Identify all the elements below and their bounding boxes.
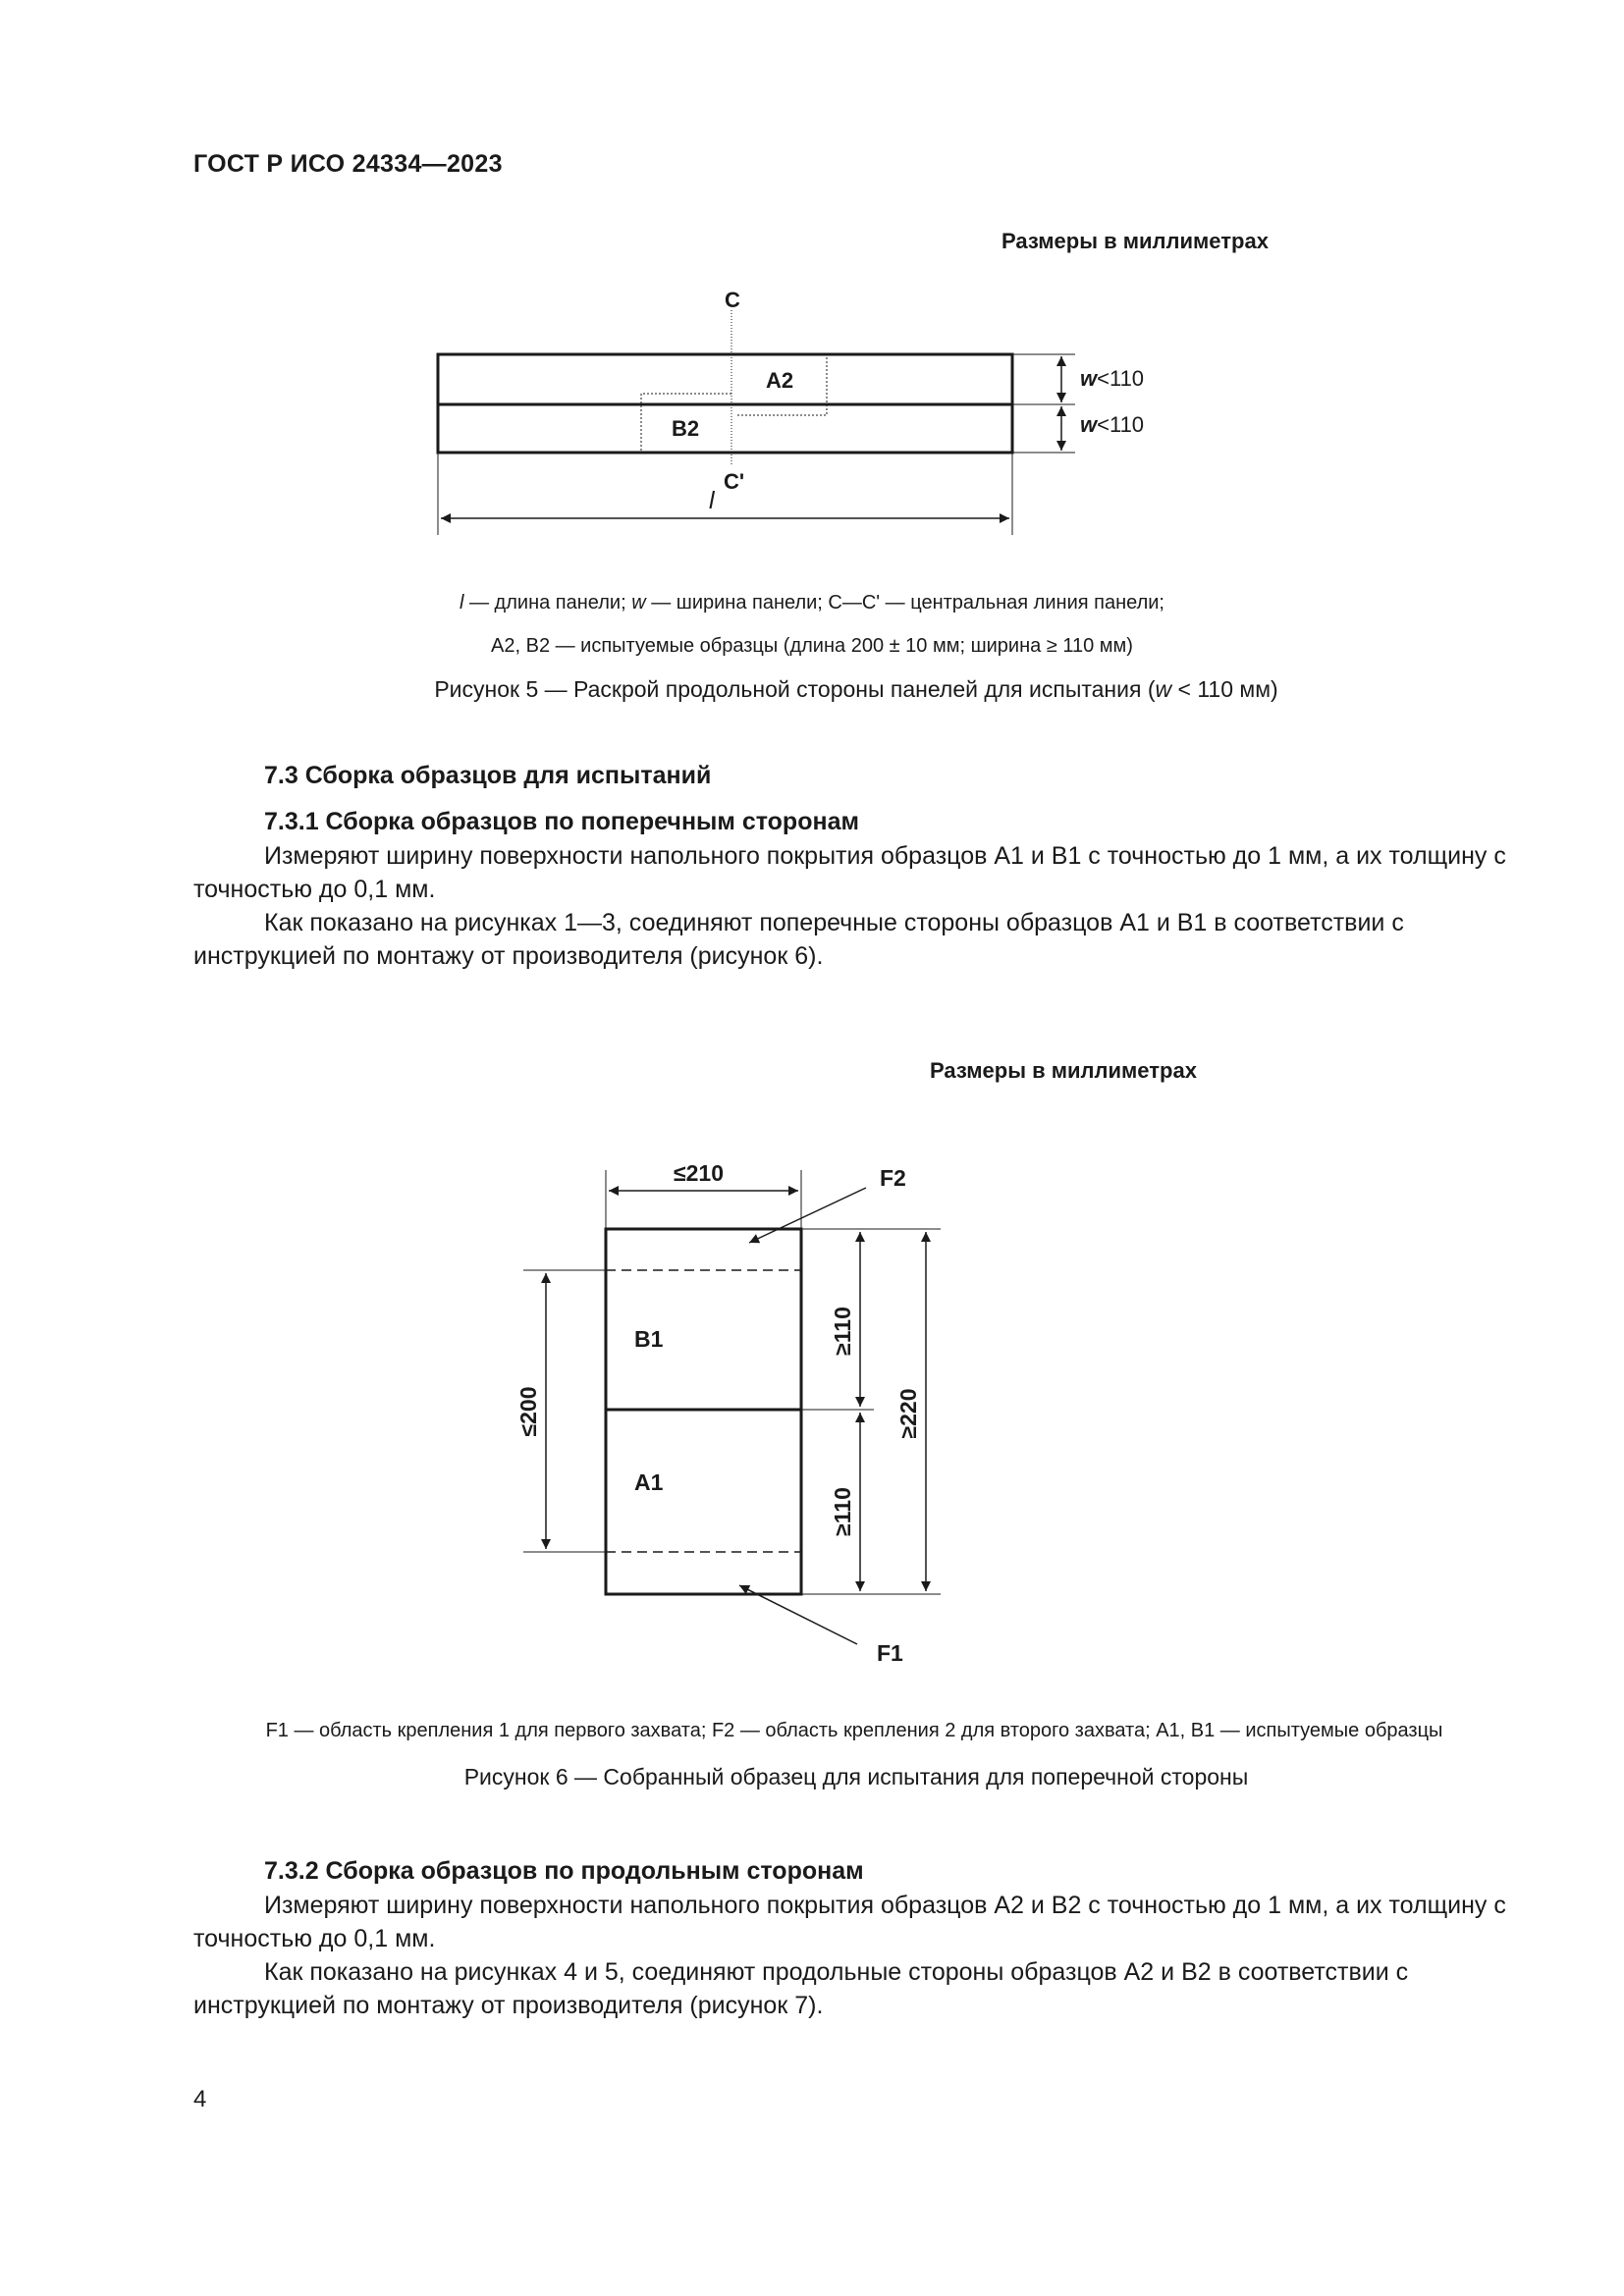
section-7-3-2-paragraph-1: Измеряют ширину поверхности напольного покрытия образцов А2 и В2 с точностью до 1 мм, а их толщину с точностью до 0,1 мм. <box>193 1892 1506 1952</box>
figure6-diagram <box>0 1099 1624 1688</box>
section-7-3-1-paragraph-2: Как показано на рисунках 1—3, соединяют поперечные стороны образцов А1 и В1 в соответствии с инструкцией по монтажу от производителя (рисунок 6). <box>193 909 1404 970</box>
section-7-3-2-body <box>193 1889 1521 2022</box>
label-a1: A1 <box>634 1469 664 1495</box>
section-7-3-heading: 7.3 Сборка образцов для испытаний <box>264 762 712 789</box>
label-f2: F2 <box>880 1165 906 1191</box>
label-f1: F1 <box>877 1640 903 1666</box>
label-a2: A2 <box>766 368 794 393</box>
section-7-3-2-paragraph-2: Как показано на рисунках 4 и 5, соединяют продольные стороны образцов А2 и В2 в соответствии с инструкцией по монтажу от производителя (рисунок 7). <box>193 1958 1409 2019</box>
figure5-legend-line2: А2, В2 — испытуемые образцы (длина 200 ± 10 мм; ширина ≥ 110 мм) <box>491 635 1133 657</box>
assembled-specimen <box>606 1229 801 1594</box>
label-c-top: C <box>725 288 740 312</box>
section-7-3-1-body <box>193 839 1521 973</box>
figure6-legend: F1 — область крепления 1 для первого захвата; F2 — область крепления 2 для второго захвата; А1, В1 — испытуемые образцы <box>265 1720 1443 1741</box>
label-b1: B1 <box>634 1326 664 1352</box>
dim-w1: w<110 <box>1080 366 1145 391</box>
figure6-units-note: Размеры в миллиметрах <box>930 1058 1197 1083</box>
figure5-diagram <box>0 0 1624 589</box>
panel-lower <box>438 404 1012 453</box>
dim-220-label: ≥220 <box>895 1388 921 1439</box>
dim-110-top-label: ≥110 <box>830 1307 855 1356</box>
section-7-3-1-paragraph-1: Измеряют ширину поверхности напольного покрытия образцов А1 и В1 с точностью до 1 мм, а их толщину с точностью до 0,1 мм. <box>193 842 1506 903</box>
figure5-legend-line1: l — длина панели; w — ширина панели; С—С' — центральная линия панели; <box>459 592 1164 614</box>
panel-upper <box>438 354 1012 404</box>
section-7-3-2-heading: 7.3.2 Сборка образцов по продольным сторонам <box>264 1857 864 1885</box>
label-c-bottom: C' <box>724 469 745 494</box>
document-header: ГОСТ Р ИСО 24334—2023 <box>193 150 503 178</box>
dim-left-label: ≤200 <box>515 1386 541 1437</box>
leader-f2 <box>749 1188 866 1243</box>
dim-w2: w<110 <box>1080 412 1145 437</box>
page-number: 4 <box>193 2086 207 2112</box>
figure6-title: Рисунок 6 — Собранный образец для испытания для поперечной стороны <box>463 1764 1249 1789</box>
dim-110-bottom-label: ≥110 <box>830 1487 855 1536</box>
dim-length-label: l <box>709 487 715 514</box>
label-b2: B2 <box>672 416 700 441</box>
dim-width-label: ≤210 <box>674 1160 724 1186</box>
section-7-3-1-heading: 7.3.1 Сборка образцов по поперечным сторонам <box>264 808 859 835</box>
figure5-units-note: Размеры в миллиметрах <box>1001 229 1269 253</box>
figure5-title: Рисунок 5 — Раскрой продольной стороны панелей для испытания (w < 110 мм) <box>434 676 1278 702</box>
